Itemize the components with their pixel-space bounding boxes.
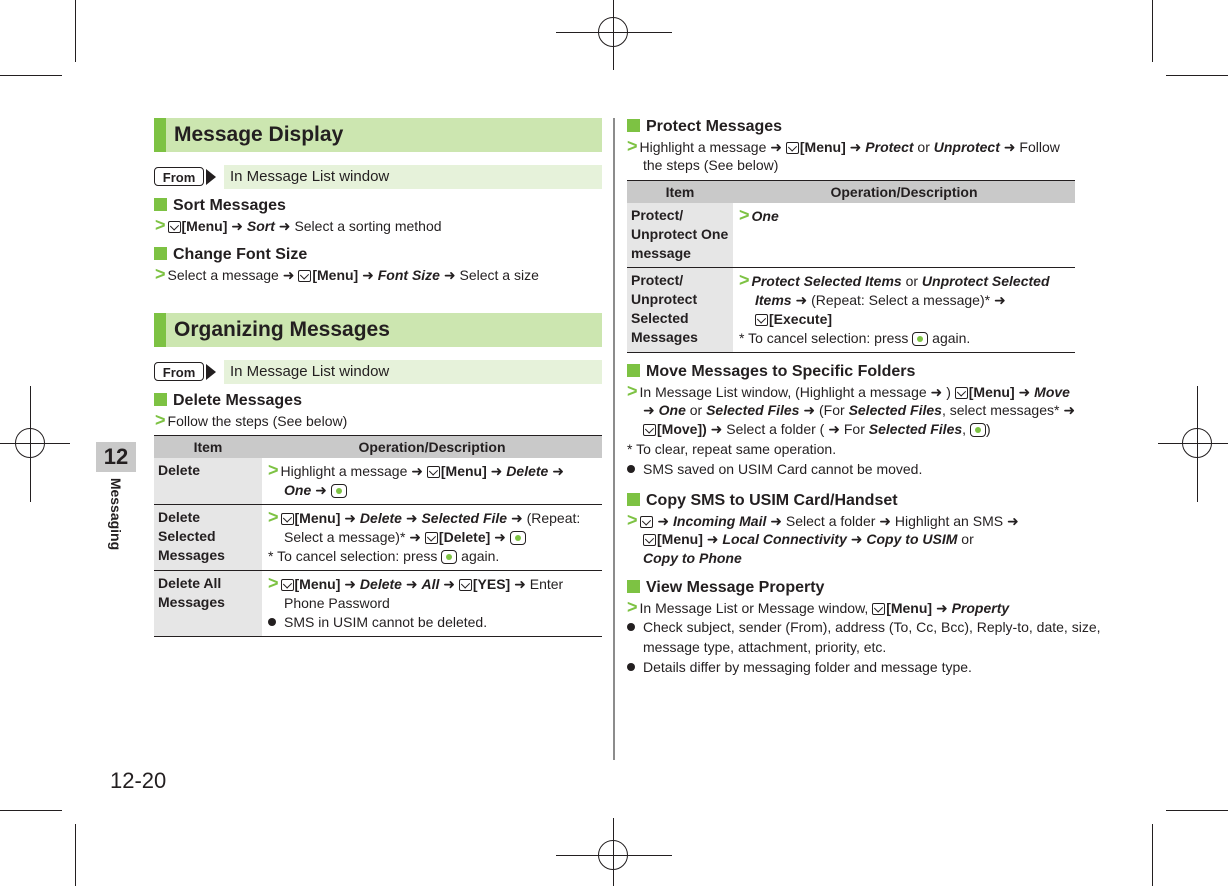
table-header: Operation/Description [262, 436, 602, 459]
copy-steps-2: [Menu] ➜ Local Connectivity ➜ Copy to USIM or [643, 530, 974, 549]
sort-steps: > [Menu] ➜ Sort ➜ Select a sorting method [155, 215, 442, 235]
subheading-delete: Delete Messages [154, 391, 302, 411]
mail-envelope-icon [427, 466, 440, 478]
square-icon [627, 119, 640, 132]
triangle-right-icon [206, 364, 216, 380]
page-number: 12-20 [110, 768, 167, 793]
mail-envelope-icon [786, 142, 799, 154]
table-row [627, 203, 1075, 268]
table-item: Delete [154, 458, 262, 505]
table-item: Protect/ Unprotect Selected Messages [627, 268, 733, 353]
mail-envelope-icon [298, 270, 311, 282]
center-ok-key-icon [441, 550, 457, 564]
column-divider [613, 118, 615, 760]
chevron-right-icon: > [627, 136, 638, 156]
from-text: In Message List window [224, 165, 602, 189]
property-bullet-1: Check subject, sender (From), address (To, Cc, Bcc), Reply-to, date, size, [627, 618, 1101, 637]
table-header: Item [154, 436, 262, 459]
mail-envelope-icon [281, 513, 294, 525]
from-text: In Message List window [224, 360, 602, 384]
subheading-property: View Message Property [627, 578, 824, 598]
chevron-right-icon: > [268, 507, 279, 527]
font-size-steps: > Select a message ➜ [Menu] ➜ Font Size ➜ Select a size [155, 264, 539, 284]
property-bullet-2: Details differ by messaging folder and message type. [627, 658, 972, 677]
move-steps-2: ➜ One or Selected Files ➜ (For Selected Files, select messages* ➜ [643, 402, 1076, 418]
chevron-right-icon: > [155, 215, 166, 235]
table-header: Operation/Description [733, 181, 1075, 204]
square-icon [627, 580, 640, 593]
property-bullet-1-cont: message type, attachment, priority, etc. [643, 639, 887, 655]
chevron-right-icon: > [268, 460, 279, 480]
chevron-right-icon: > [739, 270, 750, 290]
mail-envelope-icon [640, 516, 653, 528]
move-bullet: SMS saved on USIM Card cannot be moved. [627, 460, 922, 479]
chevron-right-icon: > [155, 264, 166, 284]
square-icon [154, 198, 167, 211]
delete-intro: > Follow the steps (See below) [155, 410, 348, 430]
bullet-icon [627, 465, 635, 473]
from-row [154, 165, 602, 189]
table-description: > Highlight a message ➜ [Menu] ➜ Delete ➜ One ➜ [262, 458, 602, 505]
table-description: > [Menu] ➜ Delete ➜ Selected File ➜ (Repeat: Select a message)* ➜ [Delete] ➜ * To cancel selection: press again. [262, 505, 602, 571]
table-item: Delete Selected Messages [154, 505, 262, 571]
table-header-row [627, 181, 1075, 204]
table-header-row [154, 436, 602, 459]
square-icon [627, 493, 640, 506]
chevron-right-icon: > [268, 573, 279, 593]
protect-steps-cont: the steps (See below) [643, 157, 779, 173]
bullet-icon [627, 663, 635, 671]
bullet-icon [627, 623, 635, 631]
section-title-organizing: Organizing Messages [154, 313, 602, 347]
mail-envelope-icon [459, 579, 472, 591]
mail-envelope-icon [168, 221, 181, 233]
mail-envelope-icon [643, 534, 656, 546]
property-steps: > In Message List or Message window, [Menu] ➜ Property [627, 597, 1010, 617]
table-row [154, 571, 602, 637]
chapter-label: Messaging [108, 477, 124, 551]
subheading-copy: Copy SMS to USIM Card/Handset [627, 491, 898, 511]
protect-table [627, 180, 1075, 353]
protect-steps: > Highlight a message ➜ [Menu] ➜ Protect or Unprotect ➜ Follow [627, 136, 1060, 156]
from-label: From [154, 362, 204, 381]
chevron-right-icon: > [627, 381, 638, 401]
chevron-right-icon: > [627, 597, 638, 617]
table-row [154, 505, 602, 571]
mail-envelope-icon [425, 532, 438, 544]
move-steps: > In Message List window, (Highlight a message ➜ ) [Menu] ➜ Move [627, 381, 1070, 401]
bullet-icon [268, 618, 276, 626]
delete-table [154, 435, 602, 637]
chevron-right-icon: > [627, 510, 638, 530]
center-ok-key-icon [331, 484, 347, 498]
from-label: From [154, 167, 204, 186]
mail-envelope-icon [643, 424, 656, 436]
chevron-right-icon: > [739, 205, 750, 225]
mail-envelope-icon [872, 603, 885, 615]
table-item: Protect/ Unprotect One message [627, 203, 733, 268]
mail-envelope-icon [955, 387, 968, 399]
table-description: > Protect Selected Items or Unprotect Selected Items ➜ (Repeat: Select a message)* ➜ [Execute] * To cancel selection: press again. [733, 268, 1075, 353]
copy-steps-3: Copy to Phone [643, 550, 742, 566]
center-ok-key-icon [970, 423, 986, 437]
mail-envelope-icon [281, 579, 294, 591]
mail-envelope-icon [755, 314, 768, 326]
chevron-right-icon: > [155, 410, 166, 430]
move-note: * To clear, repeat same operation. [627, 441, 837, 457]
table-row [154, 458, 602, 505]
table-item: Delete All Messages [154, 571, 262, 637]
center-ok-key-icon [912, 332, 928, 346]
from-row [154, 360, 602, 384]
square-icon [154, 393, 167, 406]
section-title-message-display: Message Display [154, 118, 602, 152]
move-steps-3: [Move]) ➜ Select a folder ( ➜ For Selected Files, ) [643, 420, 991, 439]
center-ok-key-icon [510, 531, 526, 545]
copy-steps: > ➜ Incoming Mail ➜ Select a folder ➜ Highlight an SMS ➜ [627, 510, 1019, 530]
square-icon [627, 364, 640, 377]
table-description: > One [733, 203, 1075, 268]
table-row [627, 268, 1075, 353]
subheading-move: Move Messages to Specific Folders [627, 362, 915, 382]
triangle-right-icon [206, 169, 216, 185]
table-description: > [Menu] ➜ Delete ➜ All ➜ [YES] ➜ Enter Phone Password SMS in USIM cannot be deleted. [262, 571, 602, 637]
subheading-font-size: Change Font Size [154, 245, 307, 265]
chapter-number: 12 [96, 442, 136, 472]
subheading-sort: Sort Messages [154, 196, 286, 216]
table-header: Item [627, 181, 733, 204]
square-icon [154, 247, 167, 260]
subheading-protect: Protect Messages [627, 117, 782, 137]
